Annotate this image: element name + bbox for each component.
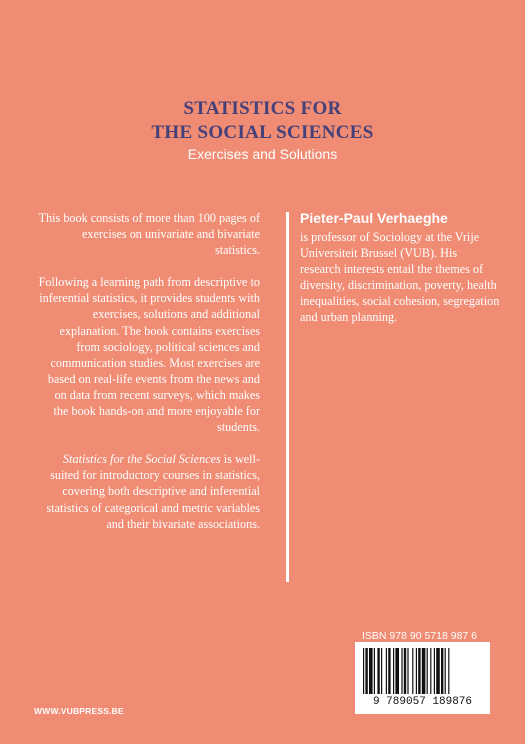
author-bio-block [300, 229, 500, 326]
author-name: Pieter-Paul Verhaeghe [300, 210, 448, 226]
barcode-digits: 9 789057 189876 [372, 696, 473, 708]
book-subtitle: Exercises and Solutions [187, 146, 338, 162]
barcode [355, 642, 490, 714]
description-paragraph-1: This book consists of more than 100 pages of exercises on univariate and bivariate statistics. [38, 211, 260, 258]
book-title-line-2: THE SOCIAL SCIENCES [151, 122, 374, 143]
publisher-website: WWW.VUBPRESS.BE [34, 706, 124, 716]
book-description [38, 210, 260, 548]
barcode-bars-icon [355, 642, 490, 698]
description-paragraph-3 [38, 451, 260, 531]
book-title-line-1: STATISTICS FOR [183, 98, 342, 119]
author-bio: is professor of Sociology at the Vrije Universiteit Brussel (VUB). His research interests entail the themes of diversity, discrimination, poverty, health inequalities, social cohesion, segregation and urban planning. [300, 230, 500, 325]
description-paragraph-3-text: is well-suited for introductory courses in statistics, covering both descriptive and inferential statistics of categorical and metric variables and their bivariate associations. [46, 452, 260, 531]
column-divider [286, 212, 289, 582]
description-paragraph-2: Following a learning path from descriptive to inferential statistics, it provides students with exercises, solutions and additional explanation. The book contains exercises from sociology, political sciences and communication studies. Most exercises are based on real-life events from the news and on data from recent surveys, which makes the book hands-on and more enjoyable for students. [38, 275, 260, 435]
description-italic-title: Statistics for the Social Sciences [63, 452, 221, 467]
isbn-label: ISBN 978 90 5718 987 6 [362, 630, 478, 642]
